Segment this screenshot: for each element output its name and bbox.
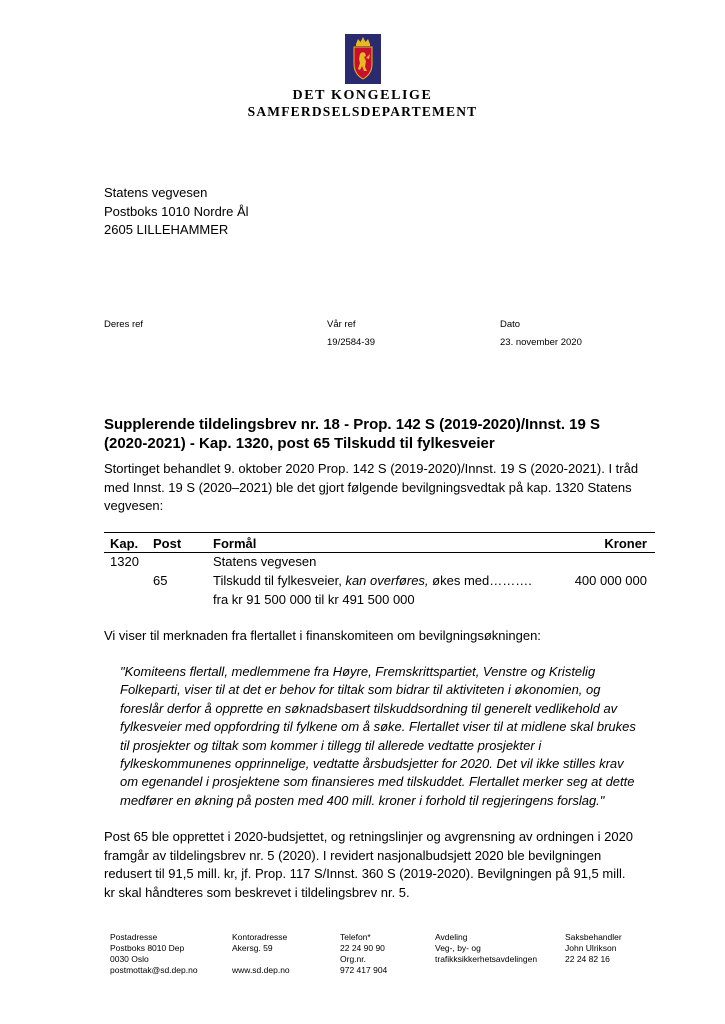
closing-line: kr skal håndteres som beskrevet i tildelingsbrev nr. 5. [104, 884, 410, 900]
ministry-name-line1: DET KONGELIGE [292, 88, 433, 103]
date-value: 23. november 2020 [500, 337, 582, 348]
closing-line: Post 65 ble opprettet i 2020-budsjettet, og retningslinjer og avgrensning av ordningen i 2020 [104, 829, 634, 844]
formal-text-a: Tilskudd til fylkesveier, [213, 573, 346, 588]
letter-title-line2: (2020-2021) - Kap. 1320, post 65 Tilskudd til fylkesveier [104, 435, 495, 452]
formal-text-italic: kan overføres, [345, 573, 429, 588]
footer-avdeling [435, 932, 537, 965]
intro-paragraph [104, 460, 652, 516]
table-header-kroner: Kroner [604, 536, 647, 551]
table-header-post: Post [153, 536, 182, 551]
table-header-kap: Kap. [110, 536, 139, 551]
ministry-name-line2: SAMFERDSELSDEPARTEMENT [247, 104, 478, 119]
table-cell-kroner: 400 000 000 [574, 573, 647, 588]
recipient-city: 2605 LILLEHAMMER [104, 222, 229, 237]
table-cell-formal: Statens vegvesen [213, 554, 317, 569]
quote-line: til prosjekter og tiltak som kommer i tillegg til allerede vedtatte prosjekter i [120, 737, 542, 753]
footer-value: Akersg. 59 [232, 943, 273, 953]
footer-value: trafikksikkerhetsavdelingen [435, 954, 538, 964]
quote-line: "Komiteens flertall, medlemmene fra Høyre, Fremskrittspartiet, Venstre og Kristelig [120, 664, 596, 679]
var-ref-label: Vår ref [327, 319, 356, 330]
intro-line: vegvesen: [104, 498, 164, 513]
closing-paragraph [104, 828, 652, 902]
table-cell-formal-line2: fra kr 91 500 000 til kr 491 500 000 [213, 592, 415, 607]
quote-line: Folkeparti, viser til at det er behov for tiltak som bidrar til aktiviteten i økonomien, og [120, 682, 601, 698]
footer-label: Postadresse [110, 932, 158, 942]
date-label: Dato [500, 319, 521, 330]
footer-label: Avdeling [435, 932, 468, 942]
table-cell-kap: 1320 [110, 554, 139, 569]
quote-line: om egenandel i prosjektene som finansieres med tilskuddet. Flertallet merker seg at dette [120, 774, 635, 790]
committee-quote [120, 663, 654, 810]
footer-label: Kontoradresse [232, 932, 288, 942]
footer-value: 972 417 904 [340, 965, 388, 975]
footer-value: Org.nr. [340, 954, 366, 964]
footer-email: postmottak@sd.dep.no [110, 965, 198, 975]
letter-title [104, 415, 644, 453]
table-top-rule [104, 532, 655, 533]
remark-intro: Vi viser til merknaden fra flertallet i finanskomiteen om bevilgningsøkningen: [104, 628, 541, 643]
footer-value: Postboks 8010 Dep [110, 943, 185, 953]
table-cell-post: 65 [153, 573, 168, 588]
letter-title-line1: Supplerende tildelingsbrev nr. 18 - Prop. 142 S (2019-2020)/Innst. 19 S [104, 416, 601, 433]
deres-ref-label: Deres ref [104, 319, 144, 330]
quote-line: medfører en økning på posten med 400 mill. kroner i forhold til regjeringens forslag." [120, 792, 605, 808]
footer-label: Telefon* [340, 932, 371, 942]
footer-value: John Ulrikson [565, 943, 617, 953]
table-header-rule [104, 552, 655, 553]
recipient-name: Statens vegvesen [104, 185, 208, 200]
coat-of-arms-icon [345, 34, 381, 84]
footer-telefon [340, 932, 387, 976]
letterhead-logo [0, 34, 725, 89]
recipient-address [104, 184, 249, 240]
quote-line: foreslår derfor å opprette en søknadsbasert tilskuddsordning til generelt vedlikehold av [120, 700, 618, 716]
footer-value: 22 24 82 16 [565, 954, 610, 964]
intro-line: med Innst. 19 S (2020–2021) ble det gjort følgende bevilgningsvedtak på kap. 1320 Statens [104, 479, 632, 495]
var-ref-value: 19/2584-39 [327, 337, 376, 348]
closing-line: framgår av tildelingsbrev nr. 5 (2020). I revidert nasjonalbudsjett 2020 ble bevilgningen [104, 847, 602, 863]
footer-spacer [232, 954, 290, 965]
quote-line: fylkeskommunenes opprinnelige, vedtatte årsbudsjetter for 2020. Det vil ikke stilles krav [120, 756, 624, 772]
footer-kontoradresse [232, 932, 290, 976]
footer-label: Saksbehandler [565, 932, 622, 942]
footer-value: 0030 Oslo [110, 954, 149, 964]
formal-text-c: økes med………. [428, 573, 532, 588]
quote-line: fylkesveier med oppfordring til fylkene om å søke. Flertallet viser til at midlene skal brukes [120, 719, 636, 735]
table-header-formal: Formål [213, 536, 257, 551]
footer-value: 22 24 90 90 [340, 943, 385, 953]
footer-saksbehandler [565, 932, 622, 965]
closing-line: redusert til 91,5 mill. kr, jf. Prop. 117 S/Innst. 360 S (2019-2020). Bevilgningen på 91,5 mill. [104, 866, 626, 881]
recipient-street: Postboks 1010 Nordre Ål [104, 203, 249, 219]
intro-line: Stortinget behandlet 9. oktober 2020 Prop. 142 S (2019-2020)/Innst. 19 S (2020-2021). I tråd [104, 461, 639, 476]
footer-value: Veg-, by- og [435, 943, 481, 953]
footer-website: www.sd.dep.no [232, 965, 290, 975]
table-cell-formal-desc [213, 572, 532, 590]
footer-postadresse [110, 932, 198, 976]
